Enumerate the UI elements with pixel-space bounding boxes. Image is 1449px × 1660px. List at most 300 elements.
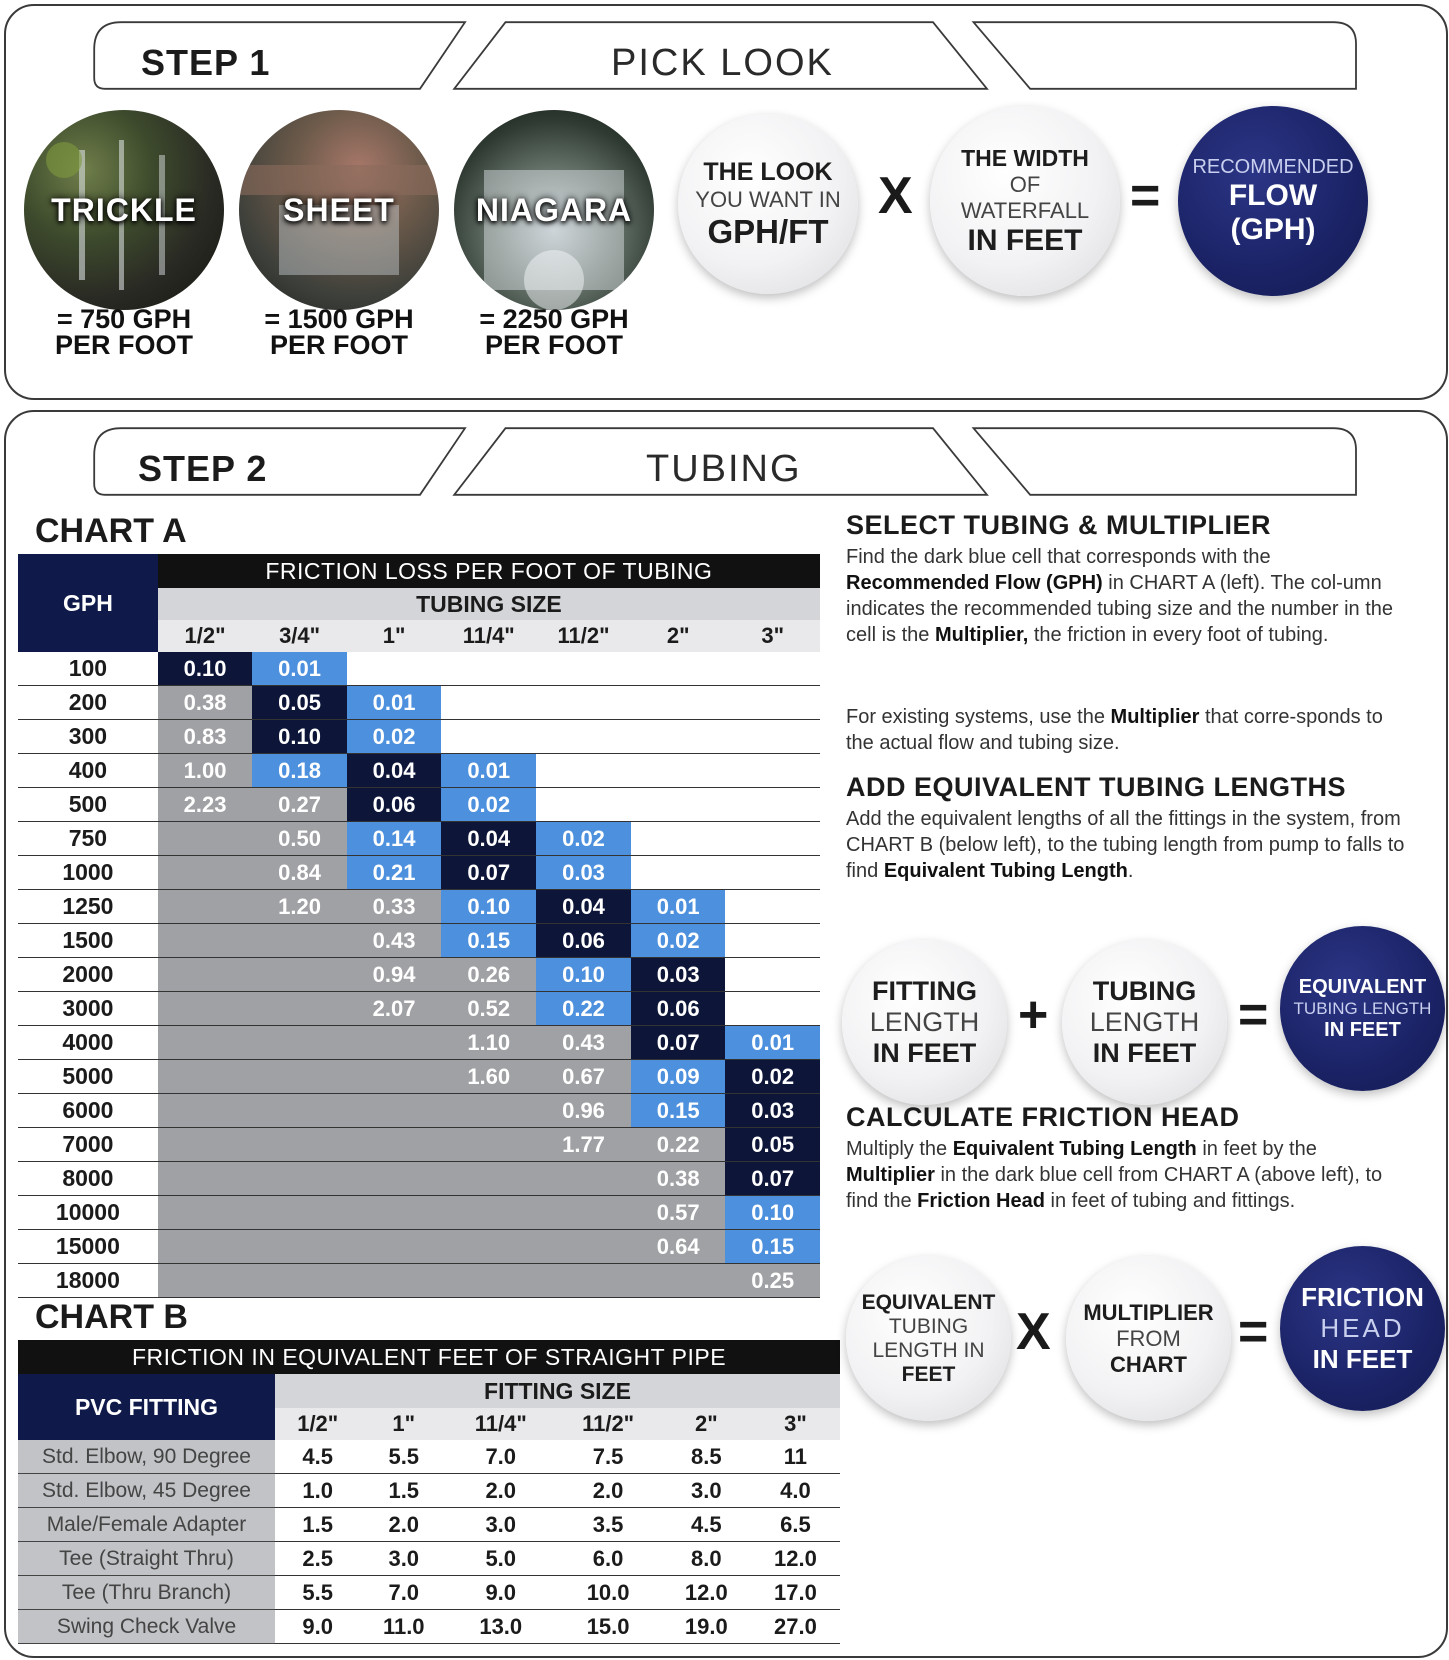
select-p1-d: Multiplier, — [934, 624, 1029, 646]
friction-cell — [441, 720, 536, 754]
friction-cell — [536, 754, 631, 788]
width-line4: IN FEET — [967, 223, 1083, 257]
friction-cell: 0.02 — [441, 788, 536, 822]
friction-cell: 0.01 — [725, 1026, 820, 1060]
add-p-a: Add the equivalent lengths of all the fittings in the system, from CHART B (below left), to the tubing length from pump to falls to find — [846, 808, 1405, 882]
friction-cell: 1.10 — [441, 1026, 536, 1060]
friction-cell: 0.04 — [536, 890, 631, 924]
niagara-rate-line2: PER FOOT — [484, 330, 623, 360]
select-p2-c: that corre-sponds to the actual flow and tubing size. — [846, 706, 1383, 754]
friction-cell — [158, 1264, 253, 1298]
friction-cell — [536, 1196, 631, 1230]
table-row — [18, 1128, 820, 1162]
friction-cell — [631, 1264, 726, 1298]
chart-a-title: CHART A — [35, 512, 187, 550]
step1-panel — [4, 4, 1448, 400]
table-row — [18, 1610, 840, 1644]
gph-row-label: 3000 — [18, 992, 158, 1026]
select-p1-b: Recommended Flow (GPH) — [846, 572, 1103, 594]
table-row — [18, 1094, 820, 1128]
friction-line2: HEAD — [1320, 1313, 1405, 1343]
select-paragraph-2 — [846, 704, 1406, 756]
fitting-size-header: FITTING SIZE — [275, 1374, 840, 1408]
friction-cell: 1.60 — [441, 1060, 536, 1094]
fitting-name: Tee (Straight Thru) — [18, 1542, 275, 1576]
friction-cell — [631, 856, 726, 890]
tubing-line1: TUBING — [1092, 976, 1197, 1006]
table-row — [18, 1474, 840, 1508]
fitting-value-cell: 12.0 — [751, 1542, 840, 1576]
table-row — [18, 1162, 820, 1196]
friction-cell — [347, 1060, 442, 1094]
fitting-value-cell: 19.0 — [662, 1610, 751, 1644]
friction-line1: FRICTION — [1301, 1282, 1424, 1312]
fitting-size-col-header: 1/2" — [275, 1408, 360, 1440]
fitting-value-cell: 10.0 — [554, 1576, 661, 1610]
friction-cell: 0.52 — [441, 992, 536, 1026]
tubing-size-header: TUBING SIZE — [158, 588, 820, 620]
friction-cell: 0.83 — [158, 720, 253, 754]
friction-cell — [536, 1264, 631, 1298]
friction-cell — [347, 1026, 442, 1060]
friction-cell: 0.33 — [347, 890, 442, 924]
calc-p-g: in feet of tubing and fittings. — [1044, 1190, 1296, 1212]
friction-cell — [441, 1230, 536, 1264]
fitting-value-cell: 3.0 — [447, 1508, 554, 1542]
fitting-value-cell: 7.0 — [360, 1576, 447, 1610]
sheet-rate — [229, 306, 449, 358]
friction-cell: 0.09 — [631, 1060, 726, 1094]
friction-cell: 0.21 — [347, 856, 442, 890]
friction-cell: 0.43 — [347, 924, 442, 958]
friction-cell — [441, 1094, 536, 1128]
tubing-size-col-header: 3" — [725, 620, 820, 652]
equiv-result-line2: TUBING LENGTH — [1293, 998, 1432, 1018]
fitting-value-cell: 27.0 — [751, 1610, 840, 1644]
calc-p-e: in the dark blue cell from CHART A (above left), to find the — [846, 1164, 1383, 1212]
fitting-length-bubble — [842, 940, 1007, 1105]
friction-cell — [158, 1128, 253, 1162]
friction-cell: 0.96 — [536, 1094, 631, 1128]
select-p2-a: For existing systems, use the — [846, 706, 1111, 728]
trickle-photo — [24, 110, 224, 310]
friction-cell: 2.07 — [347, 992, 442, 1026]
table-row — [18, 1230, 820, 1264]
fitting-value-cell: 3.5 — [554, 1508, 661, 1542]
fitting-value-cell: 1.5 — [360, 1474, 447, 1508]
gph-row-label: 1250 — [18, 890, 158, 924]
gph-row-label: 300 — [18, 720, 158, 754]
tubing-size-col-header: 11/2" — [536, 620, 631, 652]
step2-title: TUBING — [646, 448, 802, 490]
fitting-value-cell: 2.0 — [554, 1474, 661, 1508]
look-line2: YOU WANT IN — [695, 186, 841, 212]
friction-cell: 0.38 — [158, 686, 253, 720]
look-line1: THE LOOK — [703, 157, 833, 186]
friction-cell: 0.15 — [631, 1094, 726, 1128]
friction-cell: 0.22 — [631, 1128, 726, 1162]
fitting-value-cell: 9.0 — [447, 1576, 554, 1610]
width-line3: WATERFALL — [960, 197, 1090, 223]
flow-line3: (GPH) — [1230, 212, 1316, 246]
niagara-label: NIAGARA — [475, 191, 633, 228]
chart-b-body — [18, 1440, 840, 1644]
friction-cell: 0.03 — [631, 958, 726, 992]
friction-cell: 0.02 — [347, 720, 442, 754]
friction-cell: 0.03 — [725, 1094, 820, 1128]
trickle-label: TRICKLE — [51, 191, 197, 228]
friction-cell — [725, 924, 820, 958]
friction-cell — [631, 686, 726, 720]
add-p-b: Equivalent Tubing Length — [883, 860, 1128, 882]
trickle-rate-line2: PER FOOT — [54, 330, 193, 360]
add-heading: ADD EQUIVALENT TUBING LENGTHS — [846, 772, 1346, 802]
niagara-rate — [444, 306, 664, 358]
add-paragraph — [846, 806, 1406, 884]
friction-cell — [725, 788, 820, 822]
friction-cell: 1.00 — [158, 754, 253, 788]
friction-cell — [347, 1196, 442, 1230]
friction-cell — [158, 1162, 253, 1196]
friction-cell: 0.01 — [347, 686, 442, 720]
friction-cell — [725, 822, 820, 856]
friction-cell: 2.23 — [158, 788, 253, 822]
fitting-value-cell: 8.5 — [662, 1440, 751, 1474]
table-row — [18, 1508, 840, 1542]
fitting-size-col-header: 11/4" — [447, 1408, 554, 1440]
friction-head-bubble — [1280, 1246, 1445, 1411]
multiplier-bubble — [1066, 1256, 1231, 1421]
tubing-length-bubble — [1062, 940, 1227, 1105]
select-heading: SELECT TUBING & MULTIPLIER — [846, 510, 1271, 540]
fitting-value-cell: 7.0 — [447, 1440, 554, 1474]
table-row — [18, 1026, 820, 1060]
niagara-rate-line1: = 2250 GPH — [479, 304, 629, 334]
select-paragraph-1 — [846, 544, 1406, 648]
table-row — [18, 1060, 820, 1094]
multiply-sign-2: X — [1016, 1303, 1051, 1361]
friction-cell — [441, 652, 536, 686]
friction-cell — [631, 720, 726, 754]
table-row — [18, 958, 820, 992]
fitting-size-col-header: 2" — [662, 1408, 751, 1440]
select-p2-b: Multiplier — [1110, 706, 1200, 728]
friction-cell: 0.10 — [158, 652, 253, 686]
friction-cell — [536, 1230, 631, 1264]
friction-cell — [725, 686, 820, 720]
friction-cell — [441, 1264, 536, 1298]
friction-cell: 0.22 — [536, 992, 631, 1026]
friction-cell — [252, 1094, 347, 1128]
friction-cell: 0.10 — [536, 958, 631, 992]
friction-cell: 0.67 — [536, 1060, 631, 1094]
calc-p-b: Equivalent Tubing Length — [952, 1138, 1197, 1160]
fitting-name: Std. Elbow, 45 Degree — [18, 1474, 275, 1508]
table-row — [18, 754, 820, 788]
calc-equiv-line1: EQUIVALENT — [861, 1290, 996, 1314]
trickle-rate — [14, 306, 234, 358]
friction-cell — [158, 856, 253, 890]
fitting-value-cell: 1.5 — [275, 1508, 360, 1542]
equiv-result-line1: EQUIVALENT — [1298, 975, 1427, 998]
trickle-rate-line1: = 750 GPH — [56, 304, 192, 334]
friction-cell: 0.05 — [725, 1128, 820, 1162]
width-bubble — [930, 106, 1120, 296]
table-row — [18, 890, 820, 924]
fitting-value-cell: 2.0 — [447, 1474, 554, 1508]
friction-cell — [725, 754, 820, 788]
friction-cell — [252, 1060, 347, 1094]
friction-cell: 1.20 — [252, 890, 347, 924]
gph-row-label: 100 — [18, 652, 158, 686]
friction-cell: 0.07 — [631, 1026, 726, 1060]
friction-cell — [158, 992, 253, 1026]
friction-line3: IN FEET — [1312, 1344, 1413, 1374]
look-line3: GPH/FT — [707, 212, 829, 250]
friction-cell — [158, 1026, 253, 1060]
friction-cell — [536, 1162, 631, 1196]
plus-sign: + — [1018, 986, 1049, 1044]
friction-cell: 0.06 — [536, 924, 631, 958]
friction-cell — [252, 992, 347, 1026]
sheet-label: SHEET — [283, 191, 395, 228]
fitting-value-cell: 4.5 — [275, 1440, 360, 1474]
width-line2: OF — [1009, 171, 1041, 197]
friction-cell — [252, 958, 347, 992]
table-row — [18, 924, 820, 958]
fitting-value-cell: 3.0 — [360, 1542, 447, 1576]
fitting-value-cell: 3.0 — [662, 1474, 751, 1508]
friction-cell — [252, 1162, 347, 1196]
fitting-size-col-header: 11/2" — [554, 1408, 661, 1440]
gph-row-label: 750 — [18, 822, 158, 856]
fitting-value-cell: 1.0 — [275, 1474, 360, 1508]
gph-row-label: 10000 — [18, 1196, 158, 1230]
fitting-value-cell: 13.0 — [447, 1610, 554, 1644]
fitting-value-cell: 8.0 — [662, 1542, 751, 1576]
gph-row-label: 1500 — [18, 924, 158, 958]
friction-cell — [631, 822, 726, 856]
table-row — [18, 1576, 840, 1610]
fitting-size-col-header: 3" — [751, 1408, 840, 1440]
select-p1-e: the friction in every foot of tubing. — [1028, 624, 1329, 646]
friction-cell: 0.04 — [347, 754, 442, 788]
friction-cell: 0.02 — [536, 822, 631, 856]
gph-row-label: 500 — [18, 788, 158, 822]
fitting-value-cell: 5.5 — [275, 1576, 360, 1610]
friction-cell — [441, 686, 536, 720]
fitting-size-col-header: 1" — [360, 1408, 447, 1440]
gph-row-label: 18000 — [18, 1264, 158, 1298]
calc-p-f: Friction Head — [917, 1190, 1045, 1212]
tubing-line2: LENGTH — [1089, 1007, 1200, 1037]
friction-cell — [158, 1094, 253, 1128]
friction-cell — [158, 822, 253, 856]
friction-cell: 0.15 — [725, 1230, 820, 1264]
friction-cell — [158, 958, 253, 992]
gph-row-label: 15000 — [18, 1230, 158, 1264]
friction-cell — [347, 652, 442, 686]
calc-p-c: in feet by the — [1196, 1138, 1317, 1160]
chart-a-table — [18, 554, 820, 1298]
friction-cell: 0.07 — [725, 1162, 820, 1196]
fitting-value-cell: 12.0 — [662, 1576, 751, 1610]
chart-b-title: CHART B — [35, 1298, 188, 1336]
friction-cell — [725, 992, 820, 1026]
add-p-c: . — [1127, 860, 1134, 882]
friction-cell — [347, 1230, 442, 1264]
friction-cell — [441, 1162, 536, 1196]
table-row — [18, 1440, 840, 1474]
friction-cell — [347, 1128, 442, 1162]
table-row — [18, 1196, 820, 1230]
multiply-sign-1: X — [878, 167, 913, 225]
table-row — [18, 1542, 840, 1576]
gph-row-label: 5000 — [18, 1060, 158, 1094]
fitting-value-cell: 9.0 — [275, 1610, 360, 1644]
friction-cell: 0.43 — [536, 1026, 631, 1060]
mult-line1: MULTIPLIER — [1083, 1299, 1214, 1325]
friction-cell — [725, 720, 820, 754]
fitting-value-cell: 4.5 — [662, 1508, 751, 1542]
sheet-rate-line2: PER FOOT — [269, 330, 408, 360]
gph-row-label: 8000 — [18, 1162, 158, 1196]
friction-cell: 0.10 — [725, 1196, 820, 1230]
mult-line2: FROM — [1116, 1325, 1181, 1351]
friction-cell: 0.57 — [631, 1196, 726, 1230]
gph-row-label: 2000 — [18, 958, 158, 992]
step2-label: STEP 2 — [138, 448, 268, 489]
equivalent-length-bubble — [1280, 926, 1445, 1091]
friction-cell: 0.25 — [725, 1264, 820, 1298]
friction-cell: 0.50 — [252, 822, 347, 856]
friction-cell: 0.01 — [441, 754, 536, 788]
friction-cell: 1.77 — [536, 1128, 631, 1162]
table-row — [18, 856, 820, 890]
friction-cell — [725, 890, 820, 924]
fitting-line1: FITTING — [872, 976, 977, 1006]
friction-cell — [725, 958, 820, 992]
friction-cell: 0.64 — [631, 1230, 726, 1264]
look-bubble — [678, 114, 858, 294]
gph-row-label: 6000 — [18, 1094, 158, 1128]
friction-cell — [536, 652, 631, 686]
calc-equiv-line2: TUBING — [888, 1314, 969, 1338]
tubing-size-col-header: 1/2" — [158, 620, 253, 652]
friction-cell: 0.38 — [631, 1162, 726, 1196]
fitting-value-cell: 2.5 — [275, 1542, 360, 1576]
gph-row-label: 200 — [18, 686, 158, 720]
sheet-photo — [239, 110, 439, 310]
gph-row-label: 4000 — [18, 1026, 158, 1060]
friction-cell — [631, 652, 726, 686]
friction-cell: 0.05 — [252, 686, 347, 720]
friction-cell: 0.26 — [441, 958, 536, 992]
table-row — [18, 992, 820, 1026]
friction-cell — [631, 788, 726, 822]
tubing-size-col-header: 11/4" — [441, 620, 536, 652]
fitting-value-cell: 11.0 — [360, 1610, 447, 1644]
chart-a-header: FRICTION LOSS PER FOOT OF TUBING — [158, 554, 820, 588]
fitting-line3: IN FEET — [872, 1038, 977, 1068]
calc-paragraph — [846, 1136, 1406, 1214]
fitting-value-cell: 2.0 — [360, 1508, 447, 1542]
table-row — [18, 720, 820, 754]
fitting-value-cell: 6.0 — [554, 1542, 661, 1576]
chart-a-body — [18, 652, 820, 1298]
fitting-name: Tee (Thru Branch) — [18, 1576, 275, 1610]
fitting-value-cell: 5.5 — [360, 1440, 447, 1474]
friction-cell — [252, 1026, 347, 1060]
friction-cell — [252, 1264, 347, 1298]
equivalent-tubing-bubble — [846, 1256, 1011, 1421]
calc-equiv-line3: LENGTH IN — [872, 1338, 985, 1362]
calc-equiv-line4: FEET — [901, 1362, 956, 1386]
friction-cell — [252, 1128, 347, 1162]
fitting-value-cell: 6.5 — [751, 1508, 840, 1542]
friction-cell: 0.06 — [631, 992, 726, 1026]
equals-sign-3: = — [1238, 1303, 1269, 1361]
tubing-size-col-header: 2" — [631, 620, 726, 652]
gph-header: GPH — [18, 554, 158, 652]
fitting-value-cell: 11 — [751, 1440, 840, 1474]
select-p1-c: in CHART A (left). The col-umn indicates the recommended tubing size and the number in the cell is the — [846, 572, 1394, 646]
friction-cell — [441, 1128, 536, 1162]
fitting-name: Swing Check Valve — [18, 1610, 275, 1644]
friction-cell: 0.10 — [441, 890, 536, 924]
friction-cell: 0.07 — [441, 856, 536, 890]
friction-cell: 0.02 — [631, 924, 726, 958]
step1-title: PICK LOOK — [611, 42, 834, 84]
calc-p-a: Multiply the — [846, 1138, 953, 1160]
fitting-value-cell: 17.0 — [751, 1576, 840, 1610]
friction-cell — [441, 1196, 536, 1230]
friction-cell: 0.02 — [725, 1060, 820, 1094]
select-p1-a: Find the dark blue cell that corresponds with the — [846, 546, 1271, 568]
friction-cell: 0.15 — [441, 924, 536, 958]
friction-cell: 0.14 — [347, 822, 442, 856]
fitting-name: Male/Female Adapter — [18, 1508, 275, 1542]
friction-cell — [725, 856, 820, 890]
friction-cell — [725, 652, 820, 686]
friction-cell — [631, 754, 726, 788]
friction-cell: 0.27 — [252, 788, 347, 822]
friction-cell — [252, 924, 347, 958]
chart-b-table — [18, 1340, 840, 1644]
table-row — [18, 788, 820, 822]
chart-b-header: FRICTION IN EQUIVALENT FEET OF STRAIGHT PIPE — [18, 1340, 840, 1374]
table-row — [18, 1264, 820, 1298]
friction-cell: 0.01 — [631, 890, 726, 924]
fitting-value-cell: 4.0 — [751, 1474, 840, 1508]
flow-bubble — [1178, 106, 1368, 296]
fitting-value-cell: 5.0 — [447, 1542, 554, 1576]
width-line1: THE WIDTH — [961, 144, 1089, 171]
friction-cell — [158, 924, 253, 958]
gph-row-label: 400 — [18, 754, 158, 788]
table-row — [18, 686, 820, 720]
step1-label: STEP 1 — [141, 42, 271, 83]
friction-cell: 0.18 — [252, 754, 347, 788]
friction-cell — [158, 890, 253, 924]
equals-sign-2: = — [1238, 986, 1269, 1044]
friction-cell — [252, 1196, 347, 1230]
equiv-result-line3: IN FEET — [1324, 1018, 1401, 1041]
friction-cell: 0.03 — [536, 856, 631, 890]
friction-cell — [158, 1060, 253, 1094]
pvc-fitting-header: PVC FITTING — [18, 1374, 275, 1440]
friction-cell — [252, 1230, 347, 1264]
